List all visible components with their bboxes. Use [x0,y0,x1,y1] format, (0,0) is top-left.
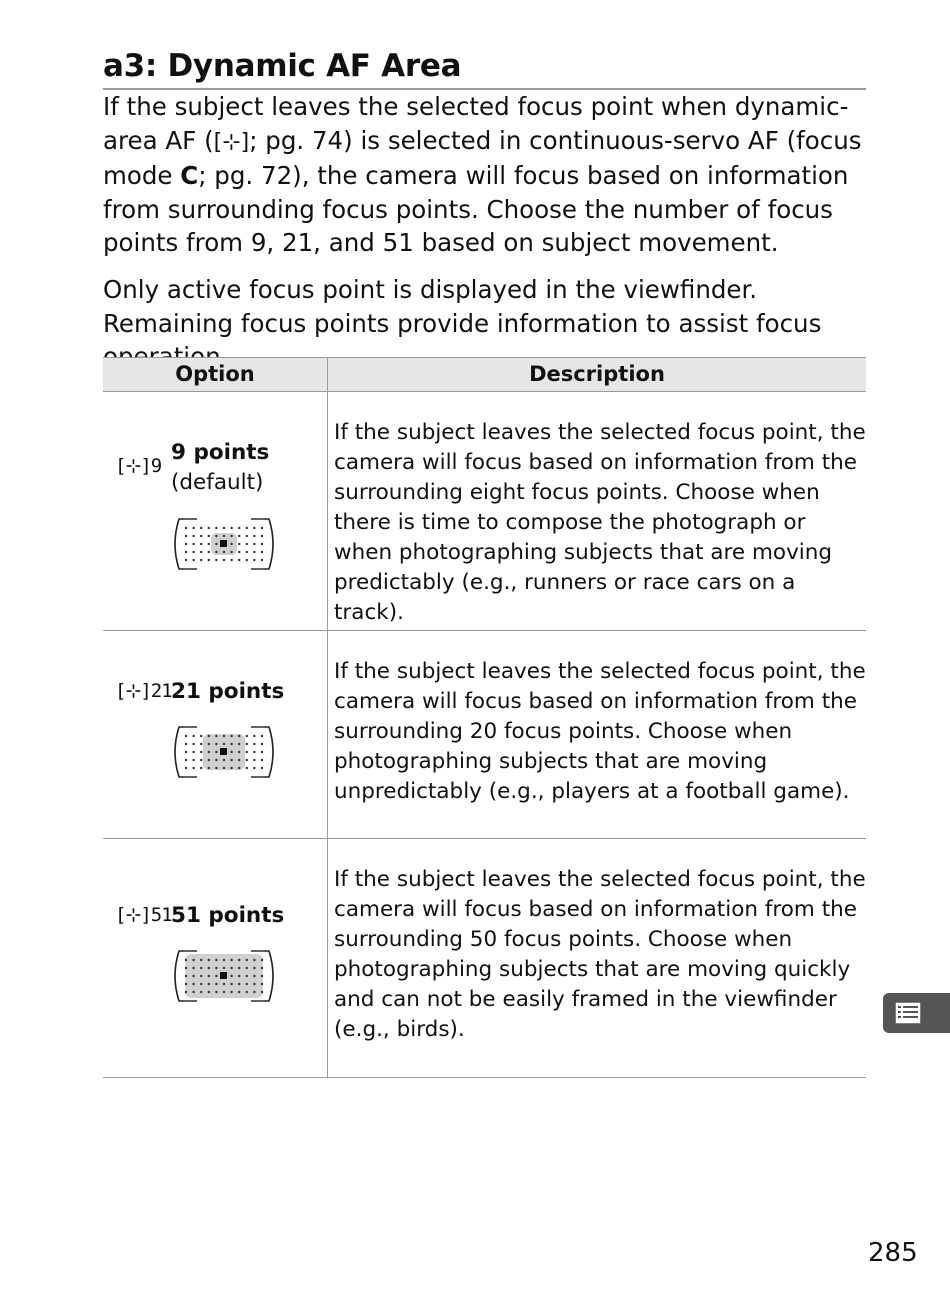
focus-point [200,983,202,985]
focus-point [246,967,248,969]
focus-point [246,975,248,977]
focus-point [200,535,202,537]
option-default-note: (default) [171,470,264,495]
focus-point [223,559,225,561]
focus-point [192,735,194,737]
focus-point [192,959,194,961]
focus-point [185,527,187,529]
continuous-servo-icon: C [180,161,199,190]
focus-point [192,743,194,745]
focus-point [192,751,194,753]
focus-point [253,983,255,985]
focus-point [238,743,240,745]
focus-point [208,559,210,561]
focus-point [192,967,194,969]
focus-point [238,983,240,985]
intro-paragraph [103,90,873,260]
focus-point [261,991,263,993]
focus-point [238,767,240,769]
focus-point [192,991,194,993]
focus-point [253,959,255,961]
focus-point [230,991,232,993]
focus-point [200,991,202,993]
focus-point [185,543,187,545]
focus-point [185,751,187,753]
focus-point [223,535,225,537]
focus-point [230,543,232,545]
focus-point [230,759,232,761]
focus-point [261,743,263,745]
selected-focus-point [220,748,227,755]
focus-point [208,551,210,553]
focus-point [230,559,232,561]
note-paragraph: Only active focus point is displayed in the viewfinder. Remaining focus points provide information to assist focus [103,275,822,338]
focus-point [185,967,187,969]
option-name: 9 points [171,440,270,465]
focus-point [208,543,210,545]
focus-point [253,543,255,545]
table-row [103,839,866,1078]
focus-point [192,559,194,561]
focus-point [238,735,240,737]
frame-right-bracket [265,727,273,777]
focus-point [230,751,232,753]
focus-point [185,559,187,561]
focus-point [238,551,240,553]
focus-point [253,551,255,553]
focus-point [246,743,248,745]
focus-point [185,743,187,745]
focus-point [246,767,248,769]
focus-point [238,759,240,761]
option-label [171,901,284,931]
focus-point [253,743,255,745]
focus-point [223,991,225,993]
frame-right-bracket [265,951,273,1001]
focus-point [200,735,202,737]
focus-point [223,759,225,761]
focus-point [192,543,194,545]
focus-point [238,527,240,529]
focus-point [215,559,217,561]
focus-point [215,527,217,529]
focus-point [238,959,240,961]
focus-point [200,959,202,961]
options-table [103,357,866,1078]
focus-point [238,991,240,993]
af-points-diagram-21 [169,724,279,780]
focus-point [246,983,248,985]
selected-focus-point [220,972,227,979]
focus-point [261,543,263,545]
focus-point [208,759,210,761]
selected-focus-point [220,540,227,547]
focus-point [185,991,187,993]
focus-point [223,743,225,745]
table-row [103,392,866,631]
focus-point [246,751,248,753]
focus-point [261,751,263,753]
focus-point [223,767,225,769]
focus-point [215,967,217,969]
focus-point [215,743,217,745]
frame-left-bracket [175,951,183,1001]
focus-point [200,759,202,761]
focus-point [200,551,202,553]
focus-point [246,543,248,545]
focus-point [223,735,225,737]
focus-point [215,751,217,753]
focus-point [185,767,187,769]
focus-point [208,959,210,961]
focus-point [246,991,248,993]
af-9-icon: [⊹]9 [115,455,162,477]
focus-point [230,983,232,985]
focus-point [215,767,217,769]
focus-point [215,735,217,737]
focus-point [208,535,210,537]
focus-point [215,543,217,545]
page-title: a3: Dynamic AF Area [103,46,866,90]
focus-point [185,983,187,985]
focus-point [230,527,232,529]
focus-point [246,551,248,553]
focus-point [246,759,248,761]
focus-point [200,751,202,753]
focus-point [192,983,194,985]
focus-point [208,767,210,769]
focus-point [261,767,263,769]
focus-point [238,975,240,977]
option-label [171,438,269,498]
focus-point [208,751,210,753]
header-option: Option [103,358,328,391]
focus-point [185,759,187,761]
af-points-diagram-51 [169,948,279,1004]
dynamic-area-af-icon: [⊹] [213,129,250,155]
focus-point [230,551,232,553]
page-number: 285 [868,1238,918,1268]
focus-point [200,767,202,769]
focus-point [208,991,210,993]
focus-point [192,975,194,977]
option-cell [103,631,328,838]
focus-point [238,967,240,969]
option-label [171,677,284,707]
focus-point [208,735,210,737]
focus-point [192,551,194,553]
focus-point [253,735,255,737]
menu-list-icon [883,993,950,1033]
focus-point [261,559,263,561]
focus-point [185,551,187,553]
focus-point [253,967,255,969]
focus-point [261,959,263,961]
focus-point [261,551,263,553]
table-header [103,357,866,392]
focus-point [215,959,217,961]
focus-point [253,767,255,769]
focus-point [238,535,240,537]
focus-point [238,543,240,545]
description-cell: If the subject leaves the selected focus point, the camera will focus based on information from the surrounding eight focus points. Choose when there is time to compose the photograph or when photographing subjects that are moving predictably (e.g., runners or race cars on a track). [334,420,866,625]
header-description: Description [529,362,665,386]
focus-point [192,759,194,761]
focus-point [253,759,255,761]
focus-point [246,527,248,529]
focus-point [208,967,210,969]
frame-left-bracket [175,727,183,777]
focus-point [261,975,263,977]
focus-point [261,759,263,761]
focus-point [230,767,232,769]
focus-point [215,991,217,993]
focus-point [253,991,255,993]
focus-point [230,975,232,977]
frame-left-bracket [175,519,183,569]
focus-point [208,743,210,745]
focus-point [246,959,248,961]
intro-text-3: ; pg. 72), the camera will focus based on information from surrounding focus points. Choose the number of focus points from 9, 21, and 51 based on subject movement. [103,161,849,257]
focus-point [208,975,210,977]
focus-point [253,527,255,529]
focus-point [185,535,187,537]
af-21-icon: [⊹]21 [115,680,172,702]
focus-point [261,967,263,969]
af-points-diagram-9 [169,516,279,572]
focus-point [185,959,187,961]
focus-point [253,975,255,977]
focus-point [192,527,194,529]
focus-point [253,535,255,537]
focus-point [200,967,202,969]
focus-point [200,543,202,545]
focus-point [200,559,202,561]
frame-right-bracket [265,519,273,569]
focus-point [261,983,263,985]
focus-point [261,735,263,737]
focus-point [246,735,248,737]
focus-point [215,535,217,537]
focus-point [230,967,232,969]
focus-point [223,967,225,969]
option-cell [103,839,328,1077]
option-name: 21 points [171,679,285,704]
focus-point [230,535,232,537]
focus-point [200,743,202,745]
focus-point [223,959,225,961]
focus-point [215,983,217,985]
focus-point [238,751,240,753]
focus-point [215,759,217,761]
focus-point [223,527,225,529]
focus-point [223,983,225,985]
focus-point [200,975,202,977]
custom-settings-tab[interactable] [883,993,950,1033]
focus-point [253,751,255,753]
focus-point [223,551,225,553]
intro-text-2: ; pg. 74) is selected in continuous-servo AF (focus mode [103,125,862,190]
focus-point [208,983,210,985]
focus-point [192,535,194,537]
focus-point [208,527,210,529]
description-cell: If the subject leaves the selected focus point, the camera will focus based on information from the surrounding 20 focus points. Choose when photographing subjects that are moving unpredictably (e.g., players at a football game). [334,659,866,804]
focus-point [246,559,248,561]
focus-point [215,975,217,977]
intro-text-1: If the subject leaves the selected focus point when dynamic-area AF ( [103,92,849,155]
focus-point [192,767,194,769]
focus-point [261,535,263,537]
focus-point [246,535,248,537]
focus-point [215,551,217,553]
focus-point [185,975,187,977]
focus-point [185,735,187,737]
focus-point [253,559,255,561]
focus-point [200,527,202,529]
table-row [103,631,866,839]
af-51-icon: [⊹]51 [115,904,172,926]
focus-point [230,735,232,737]
focus-point [238,559,240,561]
description-cell: If the subject leaves the selected focus point, the camera will focus based on information from the surrounding 50 focus points. Choose when photographing subjects that are moving quickly and can not be easily framed in the viewfinder (e.g., birds). [334,867,866,1042]
option-name: 51 points [171,903,285,928]
focus-point [230,959,232,961]
option-cell [103,392,328,630]
focus-point [230,743,232,745]
focus-point [261,527,263,529]
